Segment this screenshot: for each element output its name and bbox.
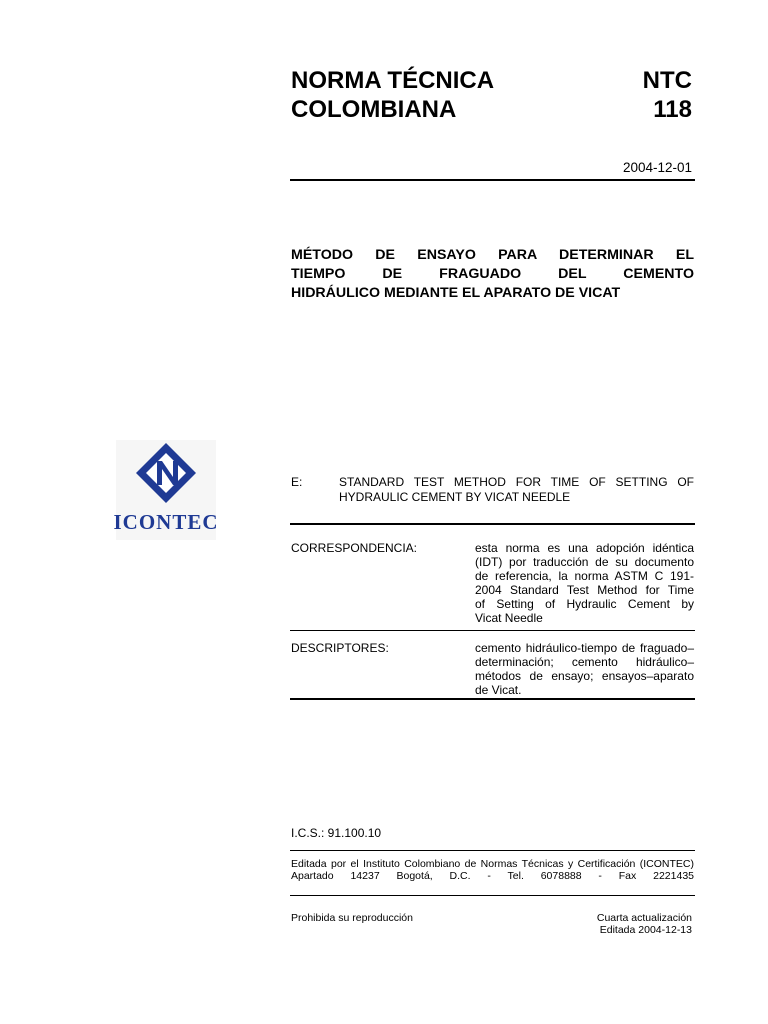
editorial-info bbox=[291, 858, 694, 882]
standard-code-line2: 118 bbox=[653, 96, 692, 123]
standard-code bbox=[643, 66, 692, 124]
edition-date: Editada 2004-12-13 bbox=[599, 924, 692, 936]
english-title-label: E: bbox=[291, 475, 303, 489]
correspondencia-line: Vicat Needle bbox=[475, 611, 543, 625]
descriptores-value bbox=[475, 641, 694, 697]
divider-english bbox=[290, 523, 695, 525]
correspondencia-line: (IDT) por traducción de su documento bbox=[475, 555, 694, 569]
edition-info bbox=[597, 912, 692, 936]
standard-name bbox=[291, 66, 494, 124]
correspondencia-line: esta norma es una adopción idéntica bbox=[475, 541, 694, 555]
correspondencia-line: de referencia, la norma ASTM C 191- bbox=[475, 569, 694, 583]
document-title-line2: TIEMPO DE FRAGUADO DEL CEMENTO bbox=[291, 266, 694, 282]
english-title-line1: STANDARD TEST METHOD FOR TIME OF SETTING OF bbox=[339, 475, 694, 489]
english-title-line2: HYDRAULIC CEMENT BY VICAT NEEDLE bbox=[339, 490, 571, 504]
correspondencia-label: CORRESPONDENCIA: bbox=[291, 541, 418, 555]
divider-editorial bbox=[290, 895, 695, 896]
document-title bbox=[291, 246, 694, 303]
descriptores-line: métodos de ensayo; ensayos–aparato bbox=[475, 669, 694, 683]
edition-update: Cuarta actualización bbox=[596, 912, 692, 924]
reproduction-notice: Prohibida su reproducción bbox=[291, 912, 413, 924]
standard-code-line1: NTC bbox=[642, 67, 692, 94]
editorial-line1: Editada por el Instituto Colombiano de Normas Técnicas y Certificación (ICONTEC) bbox=[291, 858, 694, 870]
publication-date: 2004-12-01 bbox=[622, 160, 692, 175]
document-title-line3: HIDRÁULICO MEDIANTE EL APARATO DE VICAT bbox=[291, 285, 621, 301]
document-title-line1: MÉTODO DE ENSAYO PARA DETERMINAR EL bbox=[291, 247, 694, 263]
icontec-logo-text: ICONTEC bbox=[113, 510, 219, 534]
divider-ics bbox=[290, 850, 695, 851]
correspondencia-line: of Setting of Hydraulic Cement by bbox=[475, 597, 694, 611]
divider-correspondencia bbox=[290, 630, 695, 631]
english-title bbox=[339, 475, 694, 505]
correspondencia-line: 2004 Standard Test Method for Time bbox=[475, 583, 694, 597]
descriptores-line: de Vicat. bbox=[475, 683, 522, 697]
descriptores-line: determinación; cemento hidráulico– bbox=[475, 655, 694, 669]
icontec-logo-icon bbox=[124, 441, 208, 505]
editorial-line2: Apartado 14237 Bogotá, D.C. - Tel. 6078888 - Fax 2221435 bbox=[291, 870, 694, 882]
correspondencia-value bbox=[475, 541, 694, 625]
divider-top bbox=[290, 179, 695, 181]
descriptores-line: cemento hidráulico-tiempo de fraguado– bbox=[475, 641, 694, 655]
descriptores-label: DESCRIPTORES: bbox=[291, 641, 389, 655]
ics-code: I.C.S.: 91.100.10 bbox=[291, 826, 382, 840]
standard-name-line2: COLOMBIANA bbox=[291, 96, 457, 123]
standard-name-line1: NORMA TÉCNICA bbox=[291, 67, 495, 94]
divider-descriptores bbox=[290, 698, 695, 700]
